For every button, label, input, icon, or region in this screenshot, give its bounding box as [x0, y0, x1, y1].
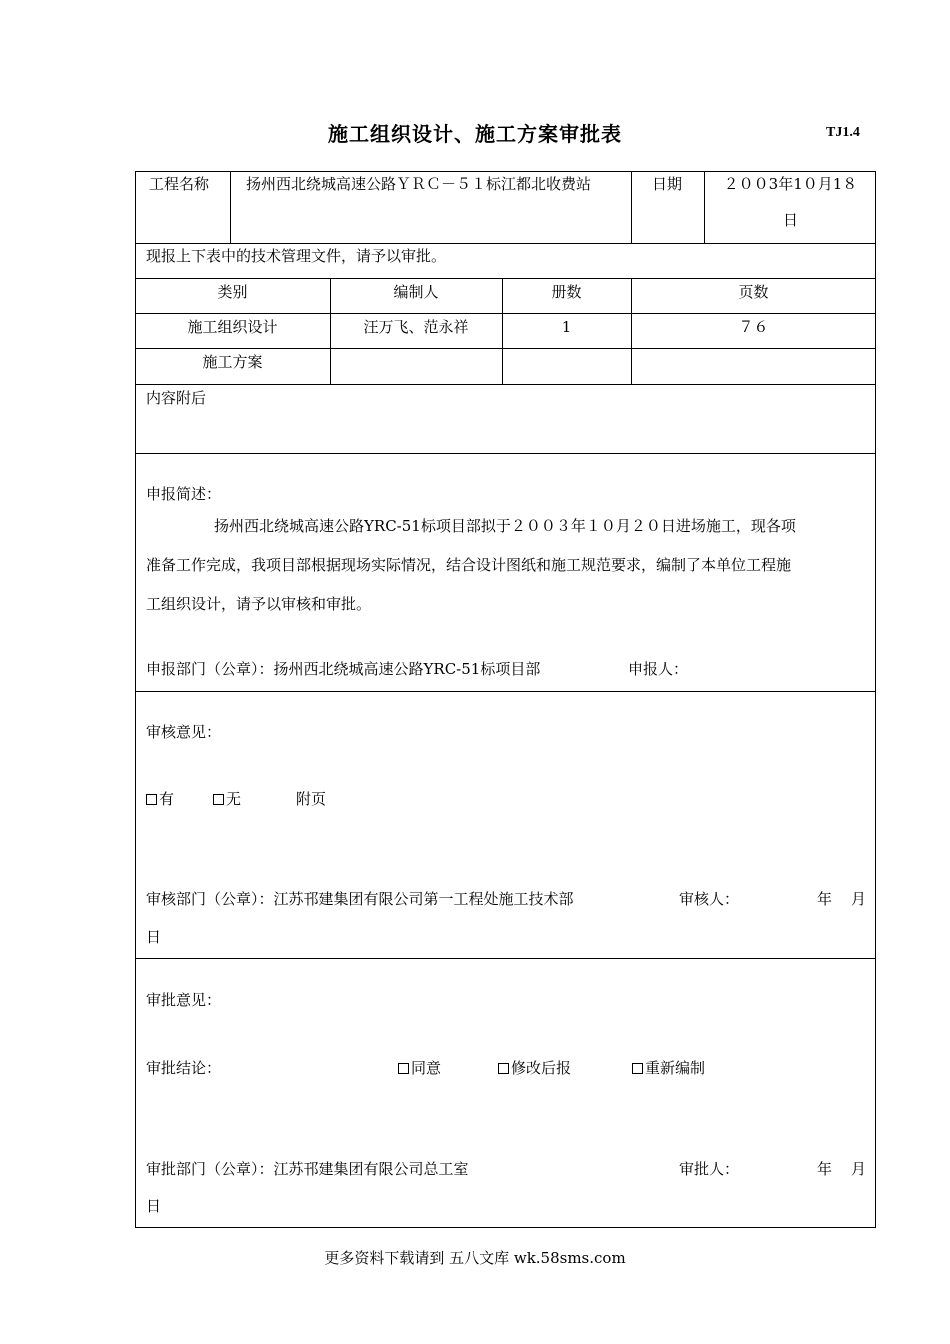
review-day: 日	[146, 928, 162, 946]
column-header-author: 编制人	[393, 283, 439, 301]
intro-text: 现报上下表中的技术管理文件，请予以审批。	[146, 247, 447, 265]
approval-day: 日	[146, 1197, 162, 1215]
footer-download-note: 更多资料下载请到 五八文库 wk.58sms.com	[324, 1249, 626, 1267]
column-divider	[230, 171, 231, 243]
checkbox-no[interactable]	[213, 794, 224, 805]
option-label: 修改后报	[511, 1059, 572, 1077]
report-line-3: 工组织设计，请予以审核和审批。	[146, 595, 372, 613]
option-label: 同意	[411, 1059, 442, 1077]
approval-option-revise	[498, 1058, 571, 1078]
row-divider	[135, 958, 876, 959]
row-divider	[135, 278, 876, 279]
approval-month: 月	[851, 1160, 867, 1178]
option-label: 有	[159, 790, 175, 808]
option-label: 无	[226, 790, 242, 808]
row-divider	[135, 453, 876, 454]
form-title: 施工组织设计、施工方案审批表	[328, 122, 622, 146]
checkbox-agree[interactable]	[398, 1063, 409, 1074]
report-line-2: 准备工作完成，我项目部根据现场实际情况，结合设计图纸和施工规范要求，编制了本单位工程施	[146, 556, 792, 574]
column-header-category: 类别	[217, 283, 248, 301]
approval-department: 审批部门（公章）：江苏邗建集团有限公司总工室	[146, 1160, 469, 1178]
project-name-value: 扬州西北绕城高速公路ＹＲＣ－５１标江都北收费站	[246, 175, 592, 193]
date-label: 日期	[652, 175, 683, 193]
report-department: 申报部门（公章）：扬州西北绕城高速公路YRC-51标项目部	[146, 660, 541, 678]
date-value-line1: ２００3年1０月1８	[723, 175, 858, 193]
review-option-no	[213, 789, 241, 809]
approval-conclusion-label: 审批结论：	[146, 1059, 222, 1077]
checkbox-revise[interactable]	[498, 1063, 509, 1074]
approval-year: 年	[817, 1160, 833, 1178]
report-label: 申报简述：	[146, 485, 222, 503]
checkbox-redo[interactable]	[632, 1063, 643, 1074]
review-person-label: 审核人：	[679, 890, 740, 908]
report-line-1: 扬州西北绕城高速公路YRC-51标项目部拟于２００３年１０月２０日进场施工，现各项	[214, 517, 796, 535]
review-label: 审核意见：	[146, 723, 222, 741]
table-cell: 1	[561, 318, 572, 336]
review-month: 月	[851, 890, 867, 908]
table-cell: 施工组织设计	[187, 318, 278, 336]
form-code: TJ1.4	[826, 125, 860, 140]
row-divider	[135, 384, 876, 385]
approval-option-agree	[398, 1058, 441, 1078]
option-label: 重新编制	[645, 1059, 706, 1077]
row-divider	[135, 691, 876, 692]
approval-person-label: 审批人：	[679, 1160, 740, 1178]
column-header-volumes: 册数	[551, 283, 582, 301]
review-option-yes	[146, 789, 174, 809]
table-cell: ７６	[738, 318, 769, 336]
row-divider	[135, 348, 876, 349]
approval-option-redo	[632, 1058, 705, 1078]
table-cell: 施工方案	[202, 353, 263, 371]
column-divider	[631, 171, 632, 243]
checkbox-yes[interactable]	[146, 794, 157, 805]
approval-label: 审批意见：	[146, 991, 222, 1009]
report-person-label: 申报人：	[628, 660, 689, 678]
column-header-pages: 页数	[738, 283, 769, 301]
date-value-line2: 日	[782, 211, 798, 229]
row-divider	[135, 243, 876, 244]
row-divider	[135, 313, 876, 314]
table-cell: 汪万飞、范永祥	[363, 318, 469, 336]
review-attached-pages: 附页	[296, 790, 327, 808]
project-name-label: 工程名称	[149, 175, 210, 193]
attachments-note: 内容附后	[146, 389, 207, 407]
review-year: 年	[817, 890, 833, 908]
review-department: 审核部门（公章）：江苏邗建集团有限公司第一工程处施工技术部	[146, 890, 574, 908]
